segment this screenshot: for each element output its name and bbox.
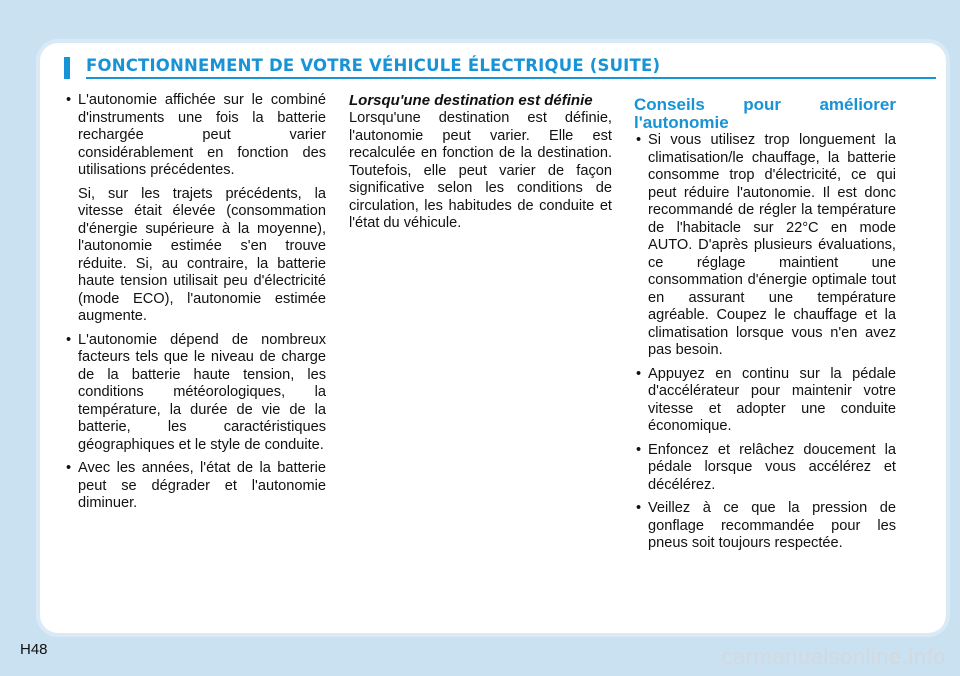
section-title: FONCTIONNEMENT DE VOTRE VÉHICULE ÉLECTRIQUE (SUITE) — [86, 56, 661, 75]
column-right — [634, 96, 896, 559]
page-number: H48 — [20, 641, 48, 658]
bullet-item — [634, 366, 896, 436]
paragraph: Lorsqu'une destination est définie, l'autonomie peut varier. Elle est recalculée en fonction de la destination. Toutefois, elle peut varier de façon significative selon les conditions de circulation, les habitudes de conduite et l'état du véhicule. — [349, 110, 612, 231]
bullet-text: Enfoncez et relâchez doucement la pédale lorsque vous accélérez et décélérez. — [648, 441, 896, 493]
bullet-item — [64, 460, 326, 513]
bullet-dot: • — [66, 92, 72, 108]
bullet-item — [64, 92, 326, 180]
bullet-dot: • — [636, 365, 642, 382]
bullet-text: Appuyez en continu sur la pédale d'accélérateur pour maintenir votre vitesse et adopter une conduite économique. — [648, 365, 896, 434]
bullet-dot: • — [636, 500, 642, 516]
bullet-dot: • — [636, 441, 642, 458]
title-accent-bar — [64, 57, 70, 79]
title-underline — [86, 77, 936, 79]
bullet-dot: • — [66, 460, 72, 476]
bullet-text: L'autonomie dépend de nombreux facteurs tels que le niveau de charge de la batterie haute tension, les conditions météorologiques, la température, la durée de vie de la batterie, les caractéristiques géographiques et le style de conduite. — [78, 331, 326, 453]
subheading-tips: Conseils pour améliorer l'autonomie — [634, 95, 896, 132]
bullet-dot: • — [636, 132, 642, 148]
bullet-item — [634, 500, 896, 553]
bullet-dot: • — [66, 331, 72, 348]
bullet-text: Avec les années, l'état de la batterie peut se dégrader et l'autonomie diminuer. — [78, 460, 326, 511]
bullet-item — [634, 442, 896, 495]
bullet-item — [634, 132, 896, 360]
bullet-text: Si vous utilisez trop longuement la climatisation/le chauffage, la batterie consomme trop d'électricité, ce qui peut réduire l'autonomie. Il est donc recommandé de régler la température de l'habitacle sur 22°C en mode AUTO. D'après plusieurs évaluations, ce réglage maintient une consommation d'énergie optimale tout en assurant une température agréable. Coupez le chauffage et la climatisation lorsque vous n'en avez pas besoin. — [648, 132, 896, 358]
bullet-text: Veillez à ce que la pression de gonflage recommandée pour les pneus soit toujours respectée. — [648, 500, 896, 551]
column-middle — [349, 92, 612, 233]
bullet-item — [64, 332, 326, 455]
watermark: carmanualsonline.info — [721, 644, 946, 669]
column-left — [64, 92, 326, 519]
bullet-text: L'autonomie affichée sur le combiné d'instruments une fois la batterie rechargée peut varier considérablement en fonction des utilisations précédentes. — [78, 92, 326, 178]
subheading-destination: Lorsqu'une destination est définie — [349, 92, 593, 109]
paragraph: Si, sur les trajets précédents, la vitesse était élevée (consommation d'énergie supérieure à la moyenne), l'autonomie estimée s'en trouve réduite. Si, au contraire, la batterie haute tension utilisait peu d'électricité (mode ECO), l'autonomie estimée augmente. — [78, 185, 326, 324]
